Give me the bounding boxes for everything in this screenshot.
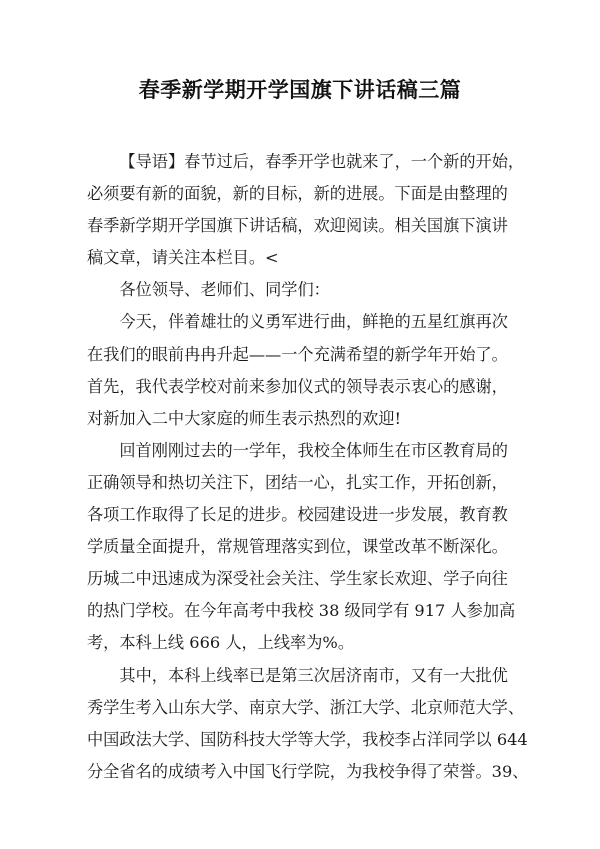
text-line: 今天，伴着雄壮的义勇军进行曲，鲜艳的五星红旗再次 [119,312,508,332]
text-line: 各项工作取得了长足的进步。校园建设进一步发展，教育教 [87,505,508,525]
text-line: 【导语】春节过后，春季开学也就来了，一个新的开始， [119,152,525,171]
text-line: 学质量全面提升，常规管理落实到位，课堂改革不断深化。 [87,537,508,557]
text-line: 中国政法大学、国防科技大学等大学，我校李占洋同学以 644 [87,729,528,749]
paragraph-results [87,660,529,788]
paragraph-intro [87,146,525,274]
text-line: 对新加入二中大家庭的师生表示热烈的欢迎! [87,408,402,428]
text-line: 秀学生考入山东大学、南京大学、浙江大学、北京师范大学、 [87,697,525,717]
text-line: 历城二中迅速成为深受社会关注、学生家长欢迎、学子向往 [87,569,508,589]
text-line: 回首刚刚过去的一学年，我校全体师生在市区教育局的 [119,440,508,460]
text-line: 各位领导、老师们、同学们： [119,280,330,300]
text-line: 首先，我代表学校对前来参加仪式的领导表示衷心的感谢， [87,376,508,396]
text-line: 其中，本科上线率已是第三次居济南市，又有一大批优 [119,665,508,685]
text-line: 稿文章，请关注本栏目。< [87,248,279,268]
text-line: 在我们的眼前冉冉升起——一个充满希望的新学年开始了。 [87,344,508,364]
paragraph-salutation [87,274,515,306]
paragraph-review [87,435,515,660]
text-line: 春季新学期开学国旗下讲话稿，欢迎阅读。相关国旗下演讲 [87,216,508,236]
text-line: 必须要有新的面貌，新的目标，新的进展。下面是由整理的 [87,184,508,204]
text-line: 考，本科上线 666 人，上线率为%。 [87,633,355,653]
document-title: 春季新学期开学国旗下讲话稿三篇 [138,78,462,102]
text-line: 正确领导和热切关注下，团结一心，扎实工作，开拓创新， [87,472,508,492]
text-line: 分全省名的成绩考入中国飞行学院，为我校争得了荣誉。39、 [87,761,529,781]
paragraph-opening [87,306,515,434]
text-line: 的热门学校。在今年高考中我校 38 级同学有 917 人参加高 [87,601,516,621]
document-body [87,146,529,788]
